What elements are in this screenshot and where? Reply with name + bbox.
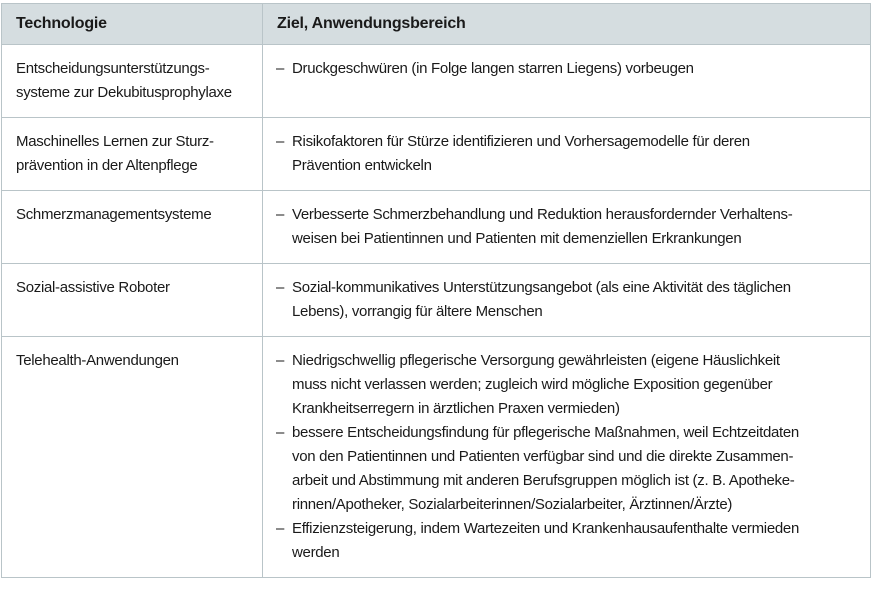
goal-line: werden xyxy=(292,544,340,561)
goal-text xyxy=(292,349,860,421)
technology-cell xyxy=(2,264,263,337)
technology-cell xyxy=(2,118,263,191)
goal-line: von den Patientinnen und Patienten verfügbar sind und die direkte Zusammen- xyxy=(292,448,794,465)
technology-cell xyxy=(2,191,263,264)
table-header-row xyxy=(2,4,871,45)
goal-line: muss nicht verlassen werden; zugleich wird mögliche Exposition gegenüber xyxy=(292,376,773,393)
goal-text xyxy=(292,203,860,251)
technology-line: Entscheidungsunterstützungs- xyxy=(16,60,210,77)
technology-line: systeme zur Dekubitusprophylaxe xyxy=(16,84,232,101)
goal-line: Krankheitserregern in ärztlichen Praxen vermieden) xyxy=(292,400,620,417)
technology-line: Maschinelles Lernen zur Sturz- xyxy=(16,133,214,150)
goal-list-item xyxy=(276,349,860,421)
goal-line: Sozial-kommunikatives Unterstützungsangebot (als eine Aktivität des täglichen xyxy=(292,279,791,296)
dash-bullet: – xyxy=(276,352,285,369)
table-row xyxy=(2,118,871,191)
technology-table-container xyxy=(1,3,870,578)
dash-bullet: – xyxy=(276,60,285,77)
goal-text xyxy=(292,57,860,81)
goal-cell xyxy=(263,337,871,578)
technology-table xyxy=(1,3,871,578)
technology-line: Sozial-assistive Roboter xyxy=(16,279,170,296)
dash-bullet: – xyxy=(276,279,285,296)
dash-bullet: – xyxy=(276,520,285,537)
goal-list-item xyxy=(276,421,860,517)
goal-text xyxy=(292,130,860,178)
technology-line: prävention in der Altenpflege xyxy=(16,157,198,174)
technology-cell xyxy=(2,45,263,118)
goal-line: rinnen/Apotheker, Sozialarbeiterinnen/Sozialarbeiter, Ärztinnen/Ärzte) xyxy=(292,496,733,513)
technology-cell xyxy=(2,337,263,578)
goal-line: Effizienzsteigerung, indem Wartezeiten und Krankenhausaufenthalte vermieden xyxy=(292,520,799,537)
technology-line: Telehealth-Anwendungen xyxy=(16,352,179,369)
dash-bullet: – xyxy=(276,206,285,223)
table-row xyxy=(2,191,871,264)
goal-list-item xyxy=(276,57,860,81)
table-row xyxy=(2,264,871,337)
goal-text xyxy=(292,517,860,565)
goal-line: Lebens), vorrangig für ältere Menschen xyxy=(292,303,543,320)
table-row xyxy=(2,337,871,578)
goal-line: Verbesserte Schmerzbehandlung und Reduktion herausfordernder Verhaltens- xyxy=(292,206,793,223)
goal-cell xyxy=(263,118,871,191)
goal-line: Druckgeschwüren (in Folge langen starren Liegens) vorbeugen xyxy=(292,60,694,77)
goal-line: bessere Entscheidungsfindung für pflegerische Maßnahmen, weil Echtzeitdaten xyxy=(292,424,799,441)
header-goal: Ziel, Anwendungsbereich xyxy=(263,4,871,45)
goal-line: Niedrigschwellig pflegerische Versorgung gewährleisten (eigene Häuslichkeit xyxy=(292,352,780,369)
goal-text xyxy=(292,276,860,324)
table-row xyxy=(2,45,871,118)
dash-bullet: – xyxy=(276,133,285,150)
goal-text xyxy=(292,421,860,517)
goal-line: Prävention entwickeln xyxy=(292,157,432,174)
goal-list-item xyxy=(276,130,860,178)
goal-line: weisen bei Patientinnen und Patienten mit demenziellen Erkrankungen xyxy=(292,230,742,247)
goal-list-item xyxy=(276,517,860,565)
goal-line: arbeit und Abstimmung mit anderen Berufsgruppen möglich ist (z. B. Apotheke- xyxy=(292,472,795,489)
goal-list-item xyxy=(276,203,860,251)
dash-bullet: – xyxy=(276,424,285,441)
goal-cell xyxy=(263,264,871,337)
header-technology: Technologie xyxy=(2,4,263,45)
goal-cell xyxy=(263,45,871,118)
goal-list-item xyxy=(276,276,860,324)
technology-line: Schmerzmanagementsysteme xyxy=(16,206,212,223)
goal-cell xyxy=(263,191,871,264)
goal-line: Risikofaktoren für Stürze identifizieren und Vorhersagemodelle für deren xyxy=(292,133,750,150)
